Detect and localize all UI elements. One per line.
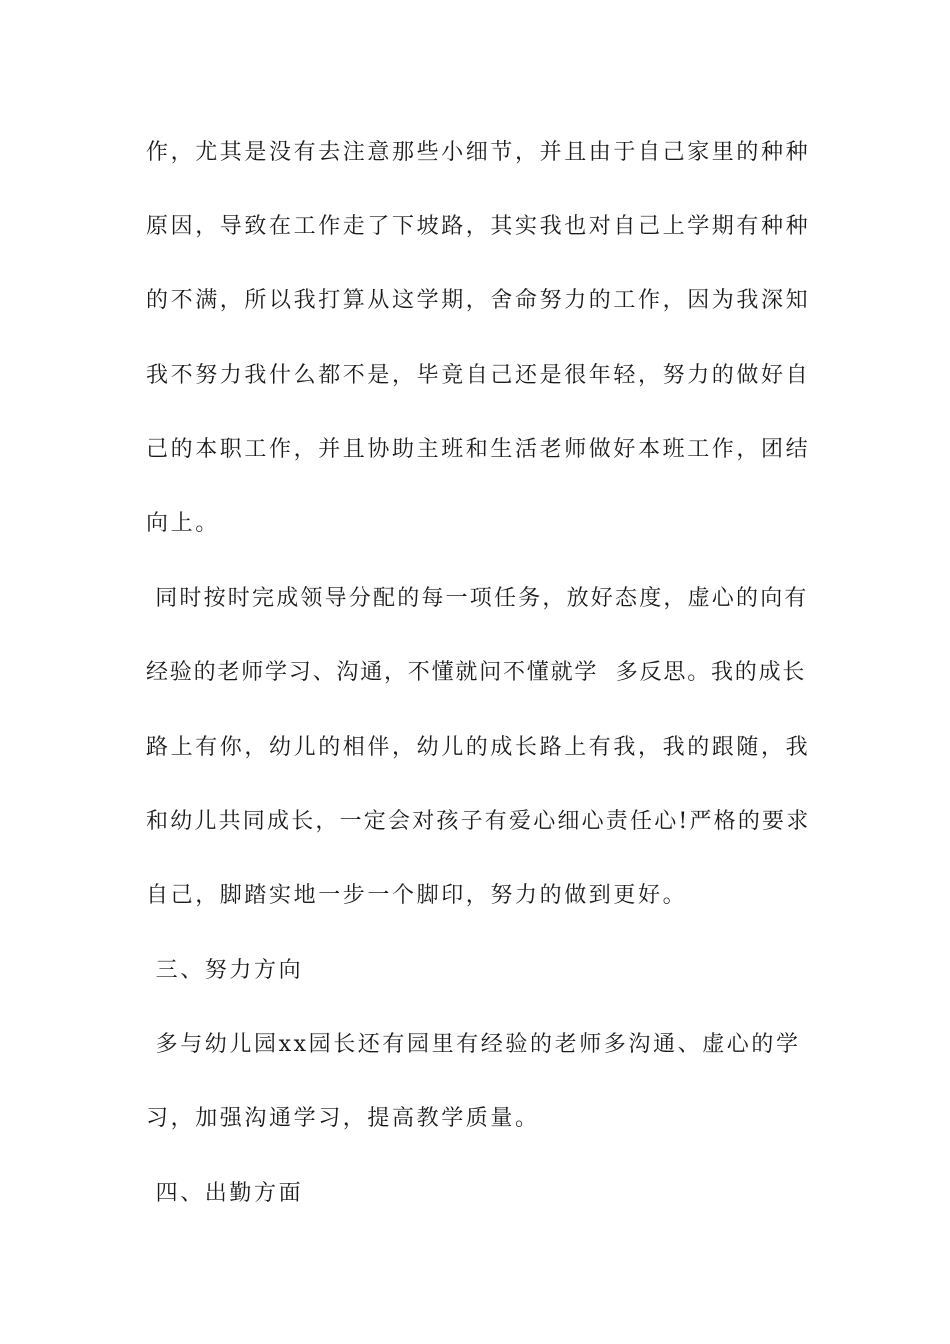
paragraph-line: 习，加强沟通学习，提高教学质量。	[146, 1106, 540, 1131]
paragraph-line: 路上有你，幼儿的相伴，幼儿的成长路上有我，我的跟随，我	[146, 735, 811, 760]
paragraph-line: 己的本职工作，并且协助主班和生活老师做好本班工作，团结	[146, 437, 811, 462]
paragraph-line: 经验的老师学习、沟通，不懂就问不懂就学 多反思。我的成长	[146, 660, 807, 685]
section-heading: 三、努力方向	[146, 958, 304, 983]
paragraph-line: 多与幼儿园xx园长还有园里有经验的老师多沟通、虚心的学	[146, 1032, 801, 1057]
section-heading: 四、出勤方面	[146, 1181, 304, 1206]
paragraph-line: 向上。	[146, 511, 220, 536]
paragraph-line: 我不努力我什么都不是，毕竟自己还是很年轻，努力的做好自	[146, 363, 811, 388]
paragraph-line: 自己，脚踏实地一步一个脚印，努力的做到更好。	[146, 883, 688, 908]
paragraph-line: 的不满，所以我打算从这学期，舍命努力的工作，因为我深知	[146, 288, 811, 313]
paragraph-line: 作，尤其是没有去注意那些小细节，并且由于自己家里的种种	[146, 140, 811, 165]
paragraph-line: 同时按时完成领导分配的每一项任务，放好态度，虚心的向有	[146, 586, 809, 611]
paragraph-line: 和幼儿共同成长，一定会对孩子有爱心细心责任心!严格的要求	[146, 809, 811, 834]
paragraph-line: 原因，导致在工作走了下坡路，其实我也对自己上学期有种种	[146, 214, 811, 239]
